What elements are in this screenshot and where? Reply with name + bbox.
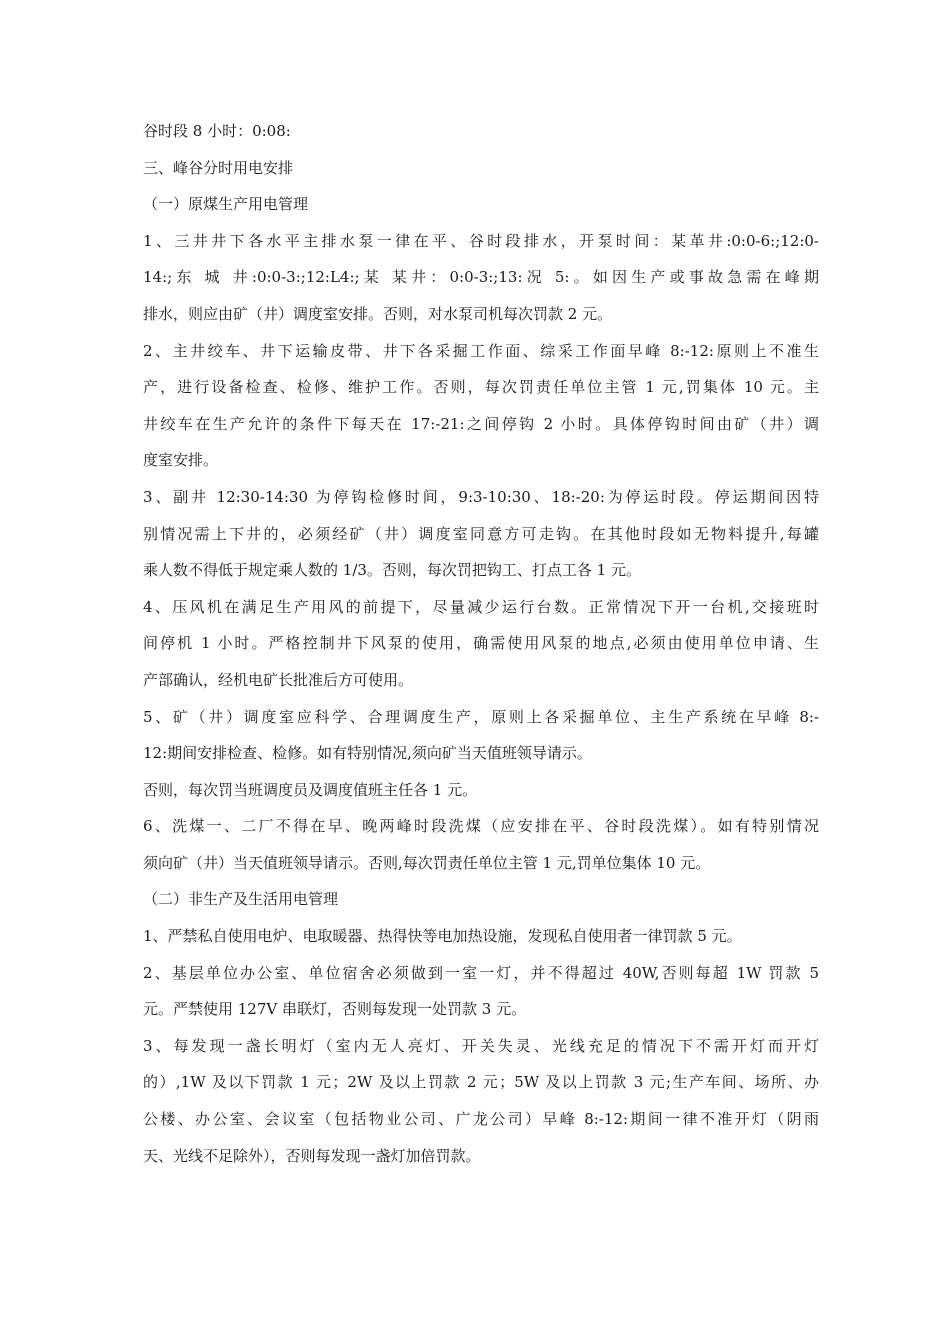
text-line: 5、矿（井）调度室应科学、合理调度生产，原则上各采掘单位、主生产系统在早峰 8:- xyxy=(143,707,819,726)
text-line: 天、光线不足除外），否则每发现一盏灯加倍罚款。 xyxy=(143,1146,481,1165)
text-line: 须向矿（井）当天值班领导请示。否则,每次罚责任单位主管 1 元,罚单位集体 10 元。 xyxy=(143,853,711,872)
text-line: 别情况需上下井的，必须经矿（井）调度室同意方可走钩。在其他时段如无物料提升,每罐 xyxy=(143,524,819,543)
text-line: 度室安排。 xyxy=(143,451,219,470)
text-line: 3、副井 12:30-14:30 为停钩检修时间，9:3-10:30、18:-20:为停运时段。停运期间因特 xyxy=(143,487,819,506)
section-heading: 三、峰谷分时用电安排 xyxy=(143,158,294,177)
text-line: 1、三井井下各水平主排水泵一律在平、谷时段排水，开泵时间：某革井:0:0-6:;12:0- xyxy=(143,231,819,250)
text-line: 4、压风机在满足生产用风的前提下，尽量减少运行台数。正常情况下开一台机,交接班时 xyxy=(143,597,819,616)
text-line: 2、主井绞车、井下运输皮带、井下各采掘工作面、综采工作面早峰 8:-12:原则上不准生 xyxy=(143,341,819,360)
text-line: 否则，每次罚当班调度员及调度值班主任各 1 元。 xyxy=(143,780,478,799)
text-line: 产部确认，经机电矿长批准后方可使用。 xyxy=(143,670,414,689)
subsection-heading: （一）原煤生产用电管理 xyxy=(143,195,309,214)
text-line: 6、洗煤一、二厂不得在早、晚两峰时段洗煤（应安排在平、谷时段洗煤）。如有特别情况 xyxy=(143,817,819,836)
subsection-heading: （二）非生产及生活用电管理 xyxy=(143,890,339,909)
text-line: 间停机 1 小时。严格控制井下风泵的使用，确需使用风泵的地点,必须由使用单位申请、生 xyxy=(143,634,819,653)
document-body xyxy=(143,118,819,1179)
text-line: 产，进行设备检查、检修、维护工作。否则，每次罚责任单位主管 1 元,罚集体 10 元。主 xyxy=(143,378,819,397)
text-line: 14:;东 城 井:0:0-3:;12:L4:;某 某井：0:0-3:;13:况 5:。如因生产或事故急需在峰期 xyxy=(143,268,819,287)
text-line: 1、严禁私自使用电炉、电取暖器、热得快等电加热设施，发现私自使用者一律罚款 5 元。 xyxy=(143,927,742,946)
text-line: 谷时段 8 小时：0:08: xyxy=(143,122,291,140)
text-line: 排水，则应由矿（井）调度室安排。否则，对水泵司机每次罚款 2 元。 xyxy=(143,304,613,323)
text-line: 元。严禁使用 127V 串联灯，否则每发现一处罚款 3 元。 xyxy=(143,1000,527,1019)
text-line: 2、基层单位办公室、单位宿舍必须做到一室一灯，并不得超过 40W,否则每超 1W 罚款 5 xyxy=(143,963,819,982)
text-line: 的）,1W 及以下罚款 1 元；2W 及以上罚款 2 元；5W 及以上罚款 3 元;生产车间、场所、办 xyxy=(143,1073,819,1092)
text-line: 12:期间安排检查、检修。如有特别情况,须向矿当天值班领导请示。 xyxy=(143,744,592,763)
text-line: 公楼、办公室、会议室（包括物业公司、广龙公司）早峰 8:-12:期间一律不准开灯（阴雨 xyxy=(143,1110,819,1129)
text-line: 乘人数不得低于规定乘人数的 1/3。否则，每次罚把钩工、打点工各 1 元。 xyxy=(143,561,641,580)
text-line: 井绞车在生产允许的条件下每天在 17:-21:之间停钩 2 小时。具体停钩时间由矿（井）调 xyxy=(143,414,819,433)
text-line: 3、每发现一盏长明灯（室内无人亮灯、开关失灵、光线充足的情况下不需开灯而开灯 xyxy=(143,1036,819,1055)
